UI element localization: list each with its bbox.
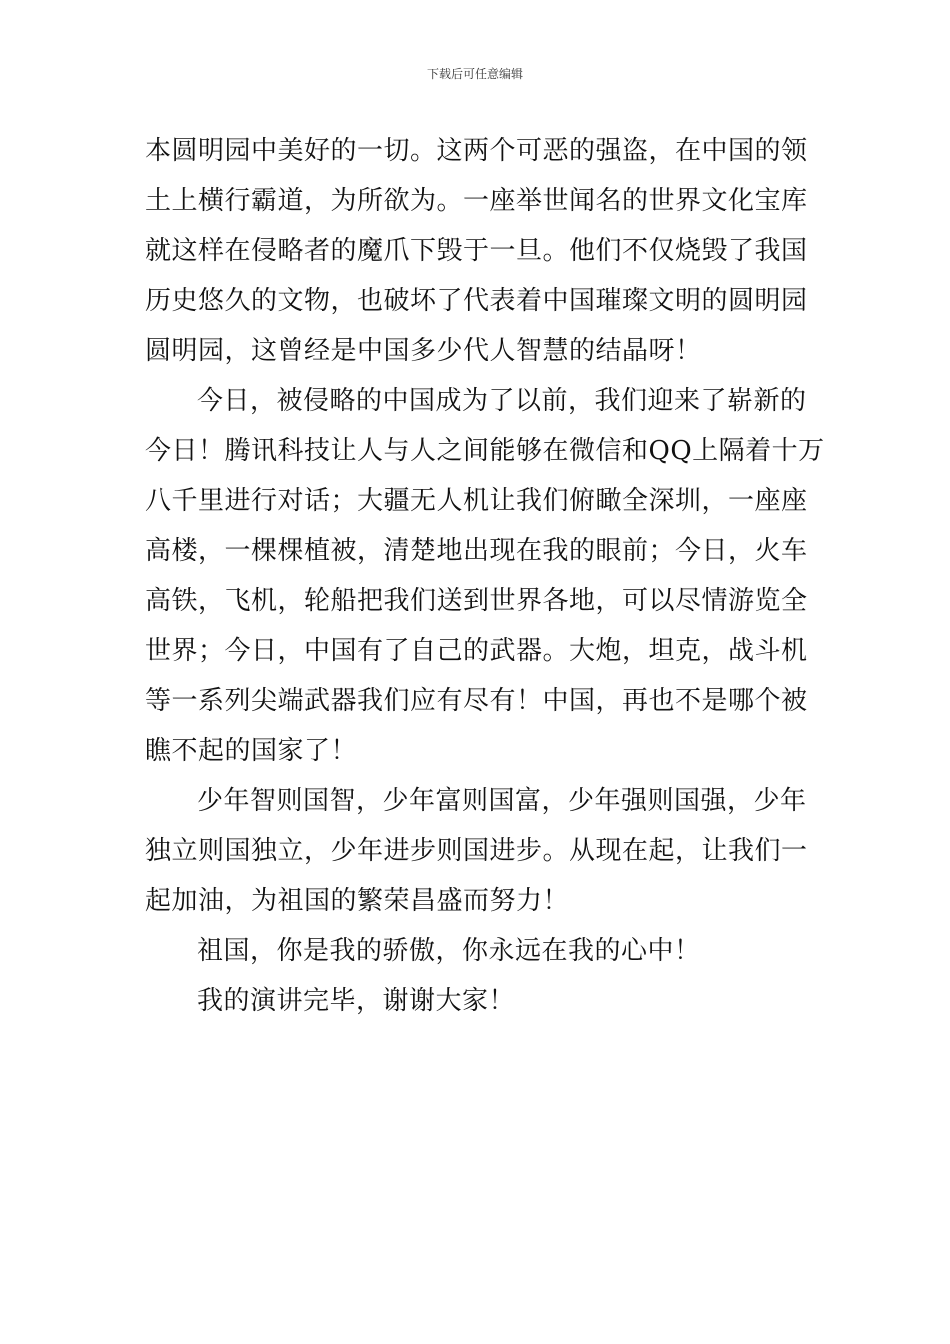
page-header: 下载后可任意编辑 <box>426 67 523 81</box>
text-line: 本圆明园中美好的一切。这两个可恶的强盗，在中国的领 <box>145 136 808 166</box>
text-line: 土上横行霸道，为所欲为。一座举世闻名的世界文化宝库 <box>145 186 808 216</box>
document-body <box>145 126 825 1026</box>
text-line: 等一系列尖端武器我们应有尽有！中国，再也不是哪个被 <box>145 686 808 716</box>
text-line: 就这样在侵略者的魔爪下毁于一旦。他们不仅烧毁了我国 <box>145 236 808 266</box>
text-line: 八千里进行对话；大疆无人机让我们俯瞰全深圳，一座座 <box>145 486 808 516</box>
text-line: 今日！腾讯科技让人与人之间能够在微信和QQ上隔着十万 <box>145 436 825 466</box>
text-line: 今日，被侵略的中国成为了以前，我们迎来了崭新的 <box>197 386 807 416</box>
text-line: 历史悠久的文物，也破坏了代表着中国璀璨文明的圆明园 <box>145 286 808 316</box>
text-line: 祖国，你是我的骄傲，你永远在我的心中！ <box>197 936 701 966</box>
text-line: 高楼，一棵棵植被，清楚地出现在我的眼前；今日，火车 <box>145 536 808 566</box>
text-line: 高铁，飞机，轮船把我们送到世界各地，可以尽情游览全 <box>145 586 808 616</box>
text-line: 起加油，为祖国的繁荣昌盛而努力！ <box>145 886 570 916</box>
text-line: 独立则国独立，少年进步则国进步。从现在起，让我们一 <box>145 836 808 866</box>
text-line: 世界；今日，中国有了自己的武器。大炮，坦克，战斗机 <box>145 636 808 666</box>
text-line: 少年智则国智，少年富则国富，少年强则国强，少年 <box>197 786 807 816</box>
text-line: 我的演讲完毕，谢谢大家！ <box>197 986 516 1016</box>
text-line: 圆明园，这曾经是中国多少代人智慧的结晶呀！ <box>145 336 702 366</box>
text-line: 瞧不起的国家了！ <box>145 736 358 766</box>
